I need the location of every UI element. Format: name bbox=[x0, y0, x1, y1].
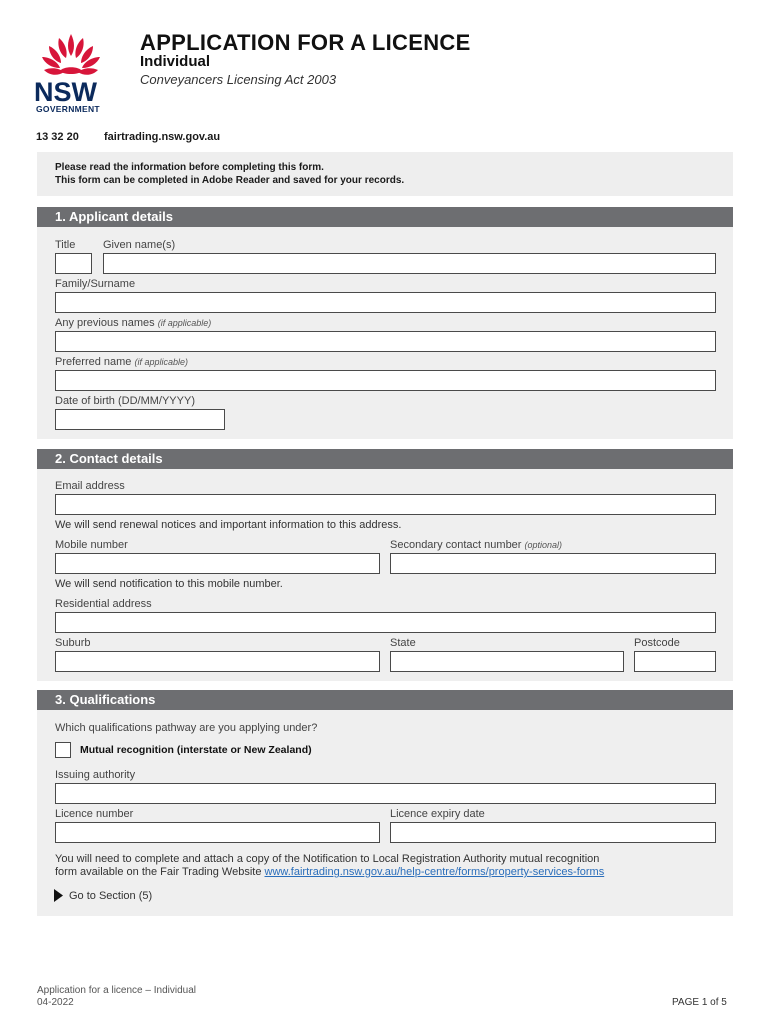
preferred-name-label bbox=[55, 356, 188, 368]
footer-form-name: Application for a licence – Individual bbox=[37, 985, 196, 996]
previous-names-input[interactable] bbox=[55, 331, 716, 352]
logo-nsw-text: NSW bbox=[34, 77, 97, 107]
email-note: We will send renewal notices and important information to this address. bbox=[55, 519, 402, 531]
mutual-recognition-info-line-1: You will need to complete and attach a copy of the Notification to Local Registration Authority mutual recognition bbox=[55, 853, 600, 865]
suburb-label: Suburb bbox=[55, 637, 91, 649]
secondary-contact-input[interactable] bbox=[390, 553, 716, 574]
play-arrow-icon bbox=[54, 889, 63, 902]
issuing-authority-label: Issuing authority bbox=[55, 769, 136, 781]
suburb-input[interactable] bbox=[55, 651, 380, 672]
act-name: Conveyancers Licensing Act 2003 bbox=[140, 72, 337, 87]
page-title: APPLICATION FOR A LICENCE bbox=[140, 30, 471, 55]
info-prefix: form available on the Fair Trading Website bbox=[55, 866, 265, 878]
qualification-question: Which qualifications pathway are you applying under? bbox=[55, 722, 318, 734]
secondary-contact-label-text: Secondary contact number bbox=[390, 539, 522, 551]
website-link[interactable]: fairtrading.nsw.gov.au bbox=[104, 131, 221, 143]
surname-label: Family/Surname bbox=[55, 278, 136, 290]
given-name-label: Given name(s) bbox=[103, 239, 176, 251]
section-heading: 3. Qualifications bbox=[55, 692, 156, 707]
surname-input[interactable] bbox=[55, 292, 716, 313]
state-label: State bbox=[390, 637, 416, 649]
licence-expiry-label: Licence expiry date bbox=[390, 808, 485, 820]
address-input[interactable] bbox=[55, 612, 716, 633]
secondary-contact-label bbox=[390, 539, 562, 551]
section-heading: 1. Applicant details bbox=[55, 209, 173, 224]
title-input[interactable] bbox=[55, 253, 92, 274]
mutual-recognition-checkbox[interactable] bbox=[55, 742, 71, 758]
dob-label: Date of birth (DD/MM/YYYY) bbox=[55, 395, 195, 407]
email-label: Email address bbox=[55, 480, 125, 492]
address-label: Residential address bbox=[55, 598, 152, 610]
licence-expiry-input[interactable] bbox=[390, 822, 716, 843]
section-header bbox=[37, 207, 733, 227]
footer-version: 04-2022 bbox=[37, 997, 74, 1008]
licence-number-label: Licence number bbox=[55, 808, 134, 820]
section-contact-details bbox=[37, 449, 733, 681]
mutual-recognition-info-line-2 bbox=[55, 866, 604, 878]
mutual-recognition-label: Mutual recognition (interstate or New Zealand) bbox=[80, 744, 312, 756]
preferred-name-label-text: Preferred name bbox=[55, 356, 132, 368]
issuing-authority-input[interactable] bbox=[55, 783, 716, 804]
page-subtitle: Individual bbox=[140, 53, 211, 70]
goto-section-link[interactable]: Go to Section (5) bbox=[69, 890, 153, 902]
licence-number-input[interactable] bbox=[55, 822, 380, 843]
notice-line-2: This form can be completed in Adobe Reader and saved for your records. bbox=[55, 175, 405, 186]
section-heading: 2. Contact details bbox=[55, 451, 163, 466]
secondary-contact-hint: (optional) bbox=[524, 540, 563, 550]
notice-box bbox=[37, 152, 733, 196]
section-header bbox=[37, 690, 733, 710]
logo-government-text: GOVERNMENT bbox=[36, 104, 100, 114]
title-label: Title bbox=[55, 239, 76, 251]
preferred-name-hint: (if applicable) bbox=[134, 357, 189, 367]
given-name-input[interactable] bbox=[103, 253, 716, 274]
state-input[interactable] bbox=[390, 651, 624, 672]
postcode-input[interactable] bbox=[634, 651, 716, 672]
previous-names-label bbox=[55, 317, 211, 329]
page-number: PAGE 1 of 5 bbox=[672, 997, 727, 1008]
forms-link[interactable]: www.fairtrading.nsw.gov.au/help-centre/forms/property-services-forms bbox=[264, 866, 605, 878]
mobile-label: Mobile number bbox=[55, 539, 128, 551]
previous-names-hint: (if applicable) bbox=[157, 318, 212, 328]
mobile-input[interactable] bbox=[55, 553, 380, 574]
email-input[interactable] bbox=[55, 494, 716, 515]
dob-input[interactable] bbox=[55, 409, 225, 430]
notice-line-1: Please read the information before completing this form. bbox=[55, 162, 324, 173]
section-applicant-details bbox=[37, 207, 733, 439]
section-header bbox=[37, 449, 733, 469]
phone-number: 13 32 20 bbox=[36, 131, 79, 143]
mobile-note: We will send notification to this mobile number. bbox=[55, 578, 283, 590]
previous-names-label-text: Any previous names bbox=[55, 317, 155, 329]
preferred-name-input[interactable] bbox=[55, 370, 716, 391]
section-qualifications bbox=[37, 690, 733, 916]
postcode-label: Postcode bbox=[634, 637, 680, 649]
